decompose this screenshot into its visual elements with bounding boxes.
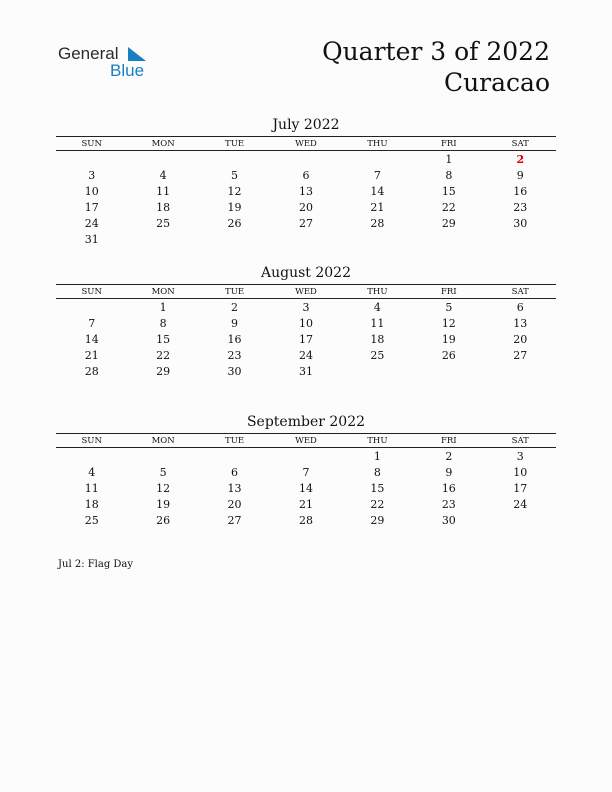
- day-cell: 16: [513, 184, 528, 198]
- empty-day-cell: [413, 231, 484, 247]
- empty-day-cell: [485, 363, 556, 379]
- day-cell: 4: [88, 465, 96, 479]
- weekday-header: THU: [342, 137, 413, 151]
- empty-day-cell: [199, 151, 270, 168]
- day-cell: 20: [298, 200, 313, 214]
- day-cell: 25: [84, 513, 99, 527]
- weekday-header: SUN: [56, 137, 127, 151]
- week-row: [56, 464, 556, 480]
- day-cell: 28: [298, 513, 313, 527]
- day-cell: 31: [298, 364, 313, 378]
- empty-day-cell: [199, 231, 270, 247]
- day-cell: 22: [441, 200, 456, 214]
- week-row: [56, 215, 556, 231]
- page-title: [322, 36, 550, 98]
- day-cell: 18: [84, 497, 99, 511]
- weekday-header: FRI: [413, 285, 484, 299]
- empty-day-cell: [342, 363, 413, 379]
- day-cell: 27: [298, 216, 313, 230]
- week-row: [56, 512, 556, 528]
- week-row: [56, 183, 556, 199]
- weekday-header: FRI: [413, 434, 484, 448]
- weekday-header: SAT: [485, 137, 556, 151]
- day-cell: 10: [513, 465, 528, 479]
- empty-day-cell: [56, 151, 127, 168]
- day-cell: 9: [445, 465, 453, 479]
- day-cell: 14: [298, 481, 313, 495]
- day-cell: 7: [373, 168, 381, 182]
- day-cell: 23: [227, 348, 242, 362]
- day-cell: 8: [445, 168, 453, 182]
- week-row: [56, 231, 556, 247]
- day-cell: 30: [227, 364, 242, 378]
- day-cell: 16: [441, 481, 456, 495]
- month-august: [56, 264, 556, 379]
- day-cell: 17: [513, 481, 528, 495]
- month-title: September 2022: [246, 414, 366, 430]
- empty-day-cell: [127, 231, 198, 247]
- month-july: [56, 116, 556, 247]
- month-title: July 2022: [272, 117, 340, 133]
- weekday-header: SUN: [56, 285, 127, 299]
- logo-text-blue: Blue: [110, 61, 145, 80]
- week-row: [56, 331, 556, 347]
- day-cell: 13: [298, 184, 313, 198]
- day-cell: 1: [159, 300, 167, 314]
- day-cell: 27: [513, 348, 528, 362]
- empty-day-cell: [270, 151, 341, 168]
- day-cell: 20: [227, 497, 242, 511]
- day-cell: 7: [302, 465, 310, 479]
- empty-day-cell: [56, 299, 127, 316]
- weekday-header: SUN: [56, 434, 127, 448]
- day-cell: 7: [88, 316, 96, 330]
- week-row: [56, 299, 556, 316]
- day-cell: 26: [441, 348, 456, 362]
- weekday-header: THU: [342, 285, 413, 299]
- weekday-header: TUE: [199, 434, 270, 448]
- day-cell: 9: [516, 168, 524, 182]
- country-title: Curacao: [443, 68, 550, 97]
- day-cell: 19: [156, 497, 171, 511]
- day-cell: 23: [513, 200, 528, 214]
- day-cell: 29: [441, 216, 456, 230]
- day-cell: 24: [298, 348, 313, 362]
- day-cell: 18: [156, 200, 171, 214]
- day-cell: 4: [373, 300, 381, 314]
- holiday-day-cell: 2: [516, 152, 525, 166]
- weekday-header: TUE: [199, 137, 270, 151]
- weekday-header: WED: [270, 137, 341, 151]
- day-cell: 19: [227, 200, 242, 214]
- week-row: [56, 347, 556, 363]
- day-cell: 12: [156, 481, 171, 495]
- weekday-header-row: [56, 137, 556, 151]
- weekday-header: SAT: [485, 434, 556, 448]
- day-cell: 15: [156, 332, 171, 346]
- day-cell: 26: [227, 216, 242, 230]
- day-cell: 28: [84, 364, 99, 378]
- empty-day-cell: [342, 151, 413, 168]
- weekday-header: THU: [342, 434, 413, 448]
- day-cell: 15: [441, 184, 456, 198]
- weekday-header: WED: [270, 285, 341, 299]
- day-cell: 11: [84, 481, 99, 495]
- empty-day-cell: [199, 448, 270, 465]
- day-cell: 1: [445, 152, 453, 166]
- week-row: [56, 496, 556, 512]
- day-cell: 4: [159, 168, 167, 182]
- day-cell: 14: [370, 184, 385, 198]
- calendar-grid: [56, 433, 556, 528]
- day-cell: 6: [516, 300, 524, 314]
- day-cell: 18: [370, 332, 385, 346]
- empty-day-cell: [127, 448, 198, 465]
- day-cell: 12: [441, 316, 456, 330]
- weekday-header: MON: [127, 137, 198, 151]
- month-title: August 2022: [261, 265, 351, 281]
- day-cell: 22: [370, 497, 385, 511]
- day-cell: 29: [370, 513, 385, 527]
- day-cell: 21: [84, 348, 99, 362]
- day-cell: 29: [156, 364, 171, 378]
- weekday-header: WED: [270, 434, 341, 448]
- day-cell: 3: [302, 300, 310, 314]
- generalblue-logo: [58, 44, 158, 80]
- day-cell: 2: [231, 300, 239, 314]
- day-cell: 3: [516, 449, 524, 463]
- empty-day-cell: [270, 448, 341, 465]
- empty-day-cell: [56, 448, 127, 465]
- day-cell: 16: [227, 332, 242, 346]
- day-cell: 15: [370, 481, 385, 495]
- weekday-header: MON: [127, 434, 198, 448]
- day-cell: 5: [445, 300, 453, 314]
- weekday-header: MON: [127, 285, 198, 299]
- week-row: [56, 151, 556, 168]
- day-cell: 22: [156, 348, 171, 362]
- day-cell: 3: [88, 168, 96, 182]
- empty-day-cell: [270, 231, 341, 247]
- day-cell: 21: [370, 200, 385, 214]
- day-cell: 30: [441, 513, 456, 527]
- empty-day-cell: [127, 151, 198, 168]
- weekday-header-row: [56, 285, 556, 299]
- quarter-title: Quarter 3 of 2022: [322, 37, 550, 66]
- weekday-header: TUE: [199, 285, 270, 299]
- day-cell: 13: [227, 481, 242, 495]
- day-cell: 6: [302, 168, 310, 182]
- month-september: [56, 413, 556, 528]
- day-cell: 23: [441, 497, 456, 511]
- week-row: [56, 363, 556, 379]
- empty-day-cell: [413, 363, 484, 379]
- day-cell: 27: [227, 513, 242, 527]
- day-cell: 5: [159, 465, 167, 479]
- day-cell: 26: [156, 513, 171, 527]
- empty-day-cell: [342, 231, 413, 247]
- day-cell: 28: [370, 216, 385, 230]
- day-cell: 5: [231, 168, 239, 182]
- day-cell: 17: [84, 200, 99, 214]
- empty-day-cell: [485, 512, 556, 528]
- week-row: [56, 199, 556, 215]
- weekday-header-row: [56, 434, 556, 448]
- day-cell: 9: [231, 316, 239, 330]
- day-cell: 2: [445, 449, 453, 463]
- week-row: [56, 167, 556, 183]
- day-cell: 24: [513, 497, 528, 511]
- week-row: [56, 315, 556, 331]
- day-cell: 25: [156, 216, 171, 230]
- day-cell: 8: [373, 465, 381, 479]
- day-cell: 24: [84, 216, 99, 230]
- day-cell: 31: [84, 232, 99, 246]
- day-cell: 17: [298, 332, 313, 346]
- calendar-grid: [56, 136, 556, 247]
- day-cell: 1: [373, 449, 381, 463]
- day-cell: 14: [84, 332, 99, 346]
- day-cell: 11: [156, 184, 171, 198]
- weekday-header: FRI: [413, 137, 484, 151]
- day-cell: 21: [298, 497, 313, 511]
- day-cell: 11: [370, 316, 385, 330]
- calendar-grid: [56, 284, 556, 379]
- week-row: [56, 448, 556, 465]
- day-cell: 20: [513, 332, 528, 346]
- empty-day-cell: [485, 231, 556, 247]
- day-cell: 6: [231, 465, 239, 479]
- day-cell: 13: [513, 316, 528, 330]
- day-cell: 25: [370, 348, 385, 362]
- day-cell: 10: [84, 184, 99, 198]
- holiday-note: Jul 2: Flag Day: [58, 559, 134, 570]
- week-row: [56, 480, 556, 496]
- day-cell: 30: [513, 216, 528, 230]
- day-cell: 10: [298, 316, 313, 330]
- day-cell: 12: [227, 184, 242, 198]
- weekday-header: SAT: [485, 285, 556, 299]
- logo-text-general: General: [58, 44, 119, 63]
- day-cell: 19: [441, 332, 456, 346]
- day-cell: 8: [159, 316, 167, 330]
